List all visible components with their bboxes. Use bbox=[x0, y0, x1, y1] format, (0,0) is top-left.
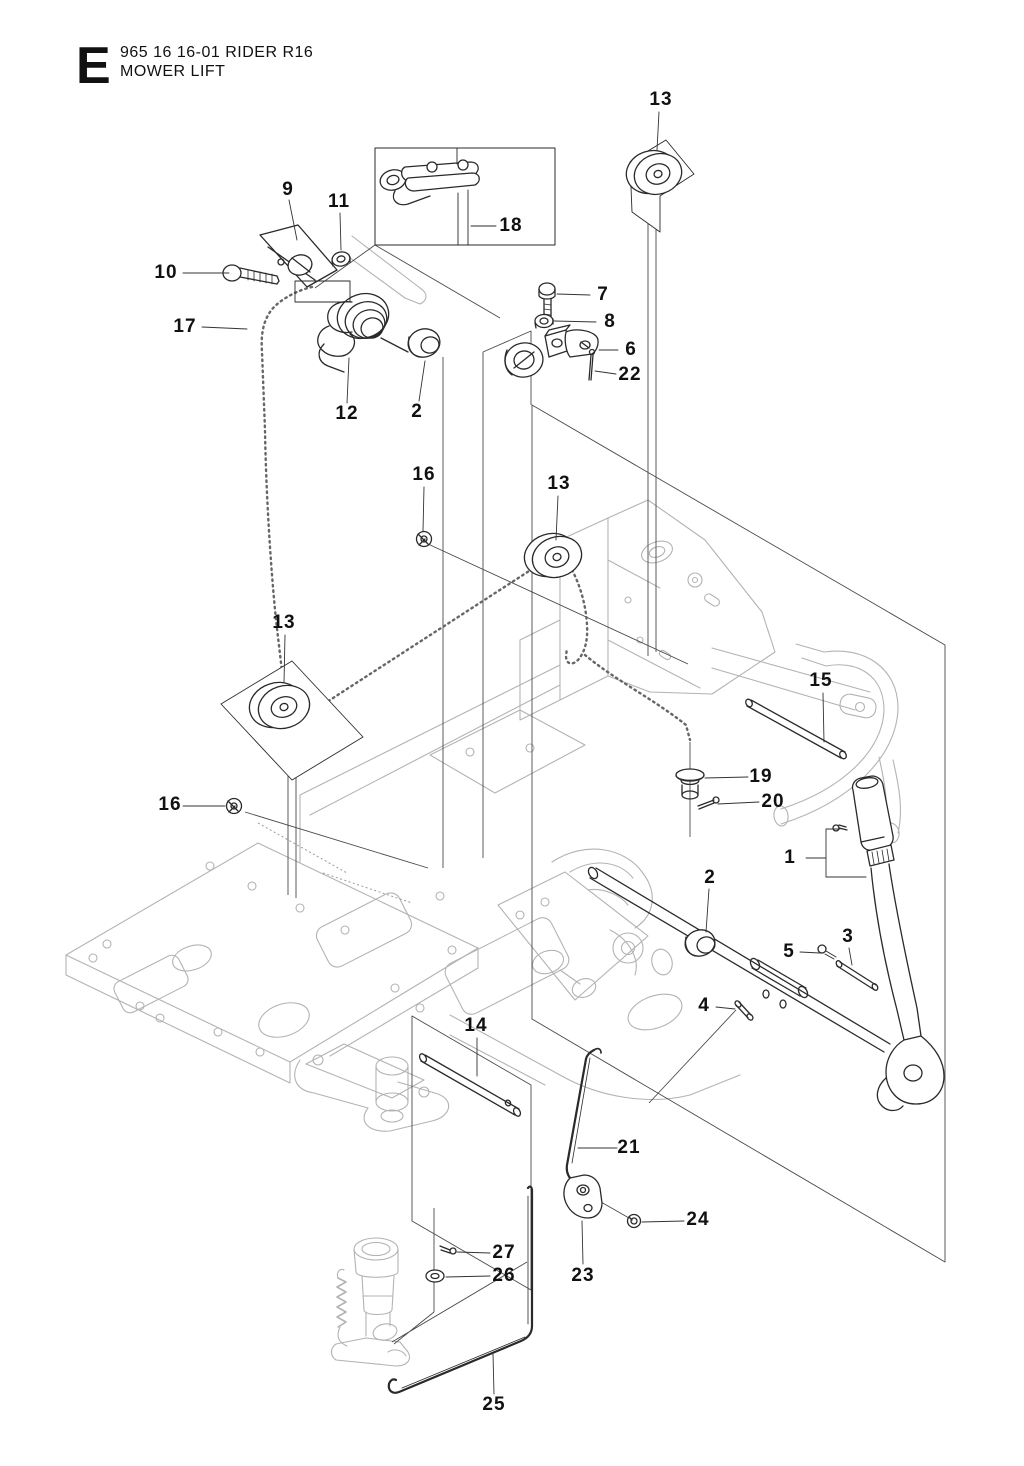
callout-label-26-28: 26 bbox=[492, 1265, 516, 1286]
callout-label-2-20: 2 bbox=[704, 867, 716, 888]
bushing-2-upper bbox=[405, 325, 443, 360]
inset-detail-box bbox=[375, 148, 555, 245]
retainer-clip-16-mid bbox=[417, 532, 432, 547]
pin-4 bbox=[734, 1000, 754, 1022]
callout-label-15-15: 15 bbox=[809, 670, 833, 691]
pulley-13-left bbox=[221, 661, 363, 780]
callout-label-22-9: 22 bbox=[618, 364, 642, 385]
callout-label-21-25: 21 bbox=[617, 1137, 641, 1158]
cotter-pin-22 bbox=[589, 350, 595, 381]
rod-15 bbox=[744, 698, 847, 760]
lift-shaft bbox=[587, 866, 890, 1052]
pin-20 bbox=[698, 797, 719, 809]
washer-24 bbox=[628, 1215, 641, 1228]
cotter-pin-27 bbox=[440, 1246, 456, 1254]
callout-label-7-5: 7 bbox=[597, 284, 609, 305]
callout-label-3-21: 3 bbox=[842, 926, 854, 947]
callout-label-6-8: 6 bbox=[625, 339, 637, 360]
retainer-clip-16-left bbox=[227, 799, 242, 814]
callout-label-16-18: 16 bbox=[158, 794, 182, 815]
construction-lines bbox=[245, 212, 945, 1344]
page-title: 965 16 16-01 RIDER R16 bbox=[120, 44, 314, 61]
bent-rod-21 bbox=[567, 1049, 601, 1181]
section-letter: E bbox=[76, 37, 111, 95]
page-subtitle: MOWER LIFT bbox=[120, 63, 226, 80]
callout-label-19-16: 19 bbox=[749, 766, 773, 787]
nut-11 bbox=[331, 250, 352, 267]
torsion-spring-12 bbox=[318, 287, 408, 372]
callout-label-25-30: 25 bbox=[482, 1394, 506, 1415]
rod-14 bbox=[418, 1053, 522, 1118]
bracket-23 bbox=[564, 1175, 602, 1218]
rod-3 bbox=[835, 960, 879, 992]
callout-label-8-6: 8 bbox=[604, 311, 616, 332]
callout-label-11-2: 11 bbox=[327, 191, 351, 212]
nut-8 bbox=[535, 315, 553, 329]
callout-label-12-10: 12 bbox=[335, 403, 359, 424]
callout-label-27-27: 27 bbox=[492, 1242, 516, 1263]
callout-label-1-19: 1 bbox=[784, 847, 796, 868]
callout-label-17-7: 17 bbox=[173, 316, 197, 337]
bolt-10 bbox=[223, 265, 279, 284]
latch-knob-assembly bbox=[332, 1238, 410, 1366]
callout-label-13-0: 13 bbox=[649, 89, 673, 110]
screw-5 bbox=[818, 945, 836, 959]
callout-label-13-13: 13 bbox=[547, 473, 571, 494]
bushing-2-lower bbox=[682, 927, 718, 960]
callout-label-9-1: 9 bbox=[282, 179, 294, 200]
roller-bracket-6 bbox=[502, 325, 598, 381]
callout-label-24-26: 24 bbox=[686, 1209, 710, 1230]
bent-rod-25 bbox=[389, 1187, 532, 1393]
callout-label-5-22: 5 bbox=[783, 941, 795, 962]
callout-label-18-3: 18 bbox=[499, 215, 523, 236]
callout-label-13-14: 13 bbox=[272, 612, 296, 633]
callout-label-2-11: 2 bbox=[411, 401, 423, 422]
callout-label-10-4: 10 bbox=[154, 262, 178, 283]
callout-label-4-23: 4 bbox=[698, 995, 710, 1016]
callout-label-14-24: 14 bbox=[464, 1015, 488, 1036]
callout-label-16-12: 16 bbox=[412, 464, 436, 485]
lift-lever-1 bbox=[833, 776, 944, 1111]
washer-26 bbox=[426, 1270, 444, 1282]
lift-chain bbox=[262, 287, 690, 740]
callout-label-20-17: 20 bbox=[761, 791, 785, 812]
hidden-route-dashes bbox=[258, 823, 412, 903]
pulley-13-top bbox=[621, 140, 694, 232]
pulley-13-mid bbox=[519, 527, 587, 584]
callout-label-23-29: 23 bbox=[571, 1265, 595, 1286]
